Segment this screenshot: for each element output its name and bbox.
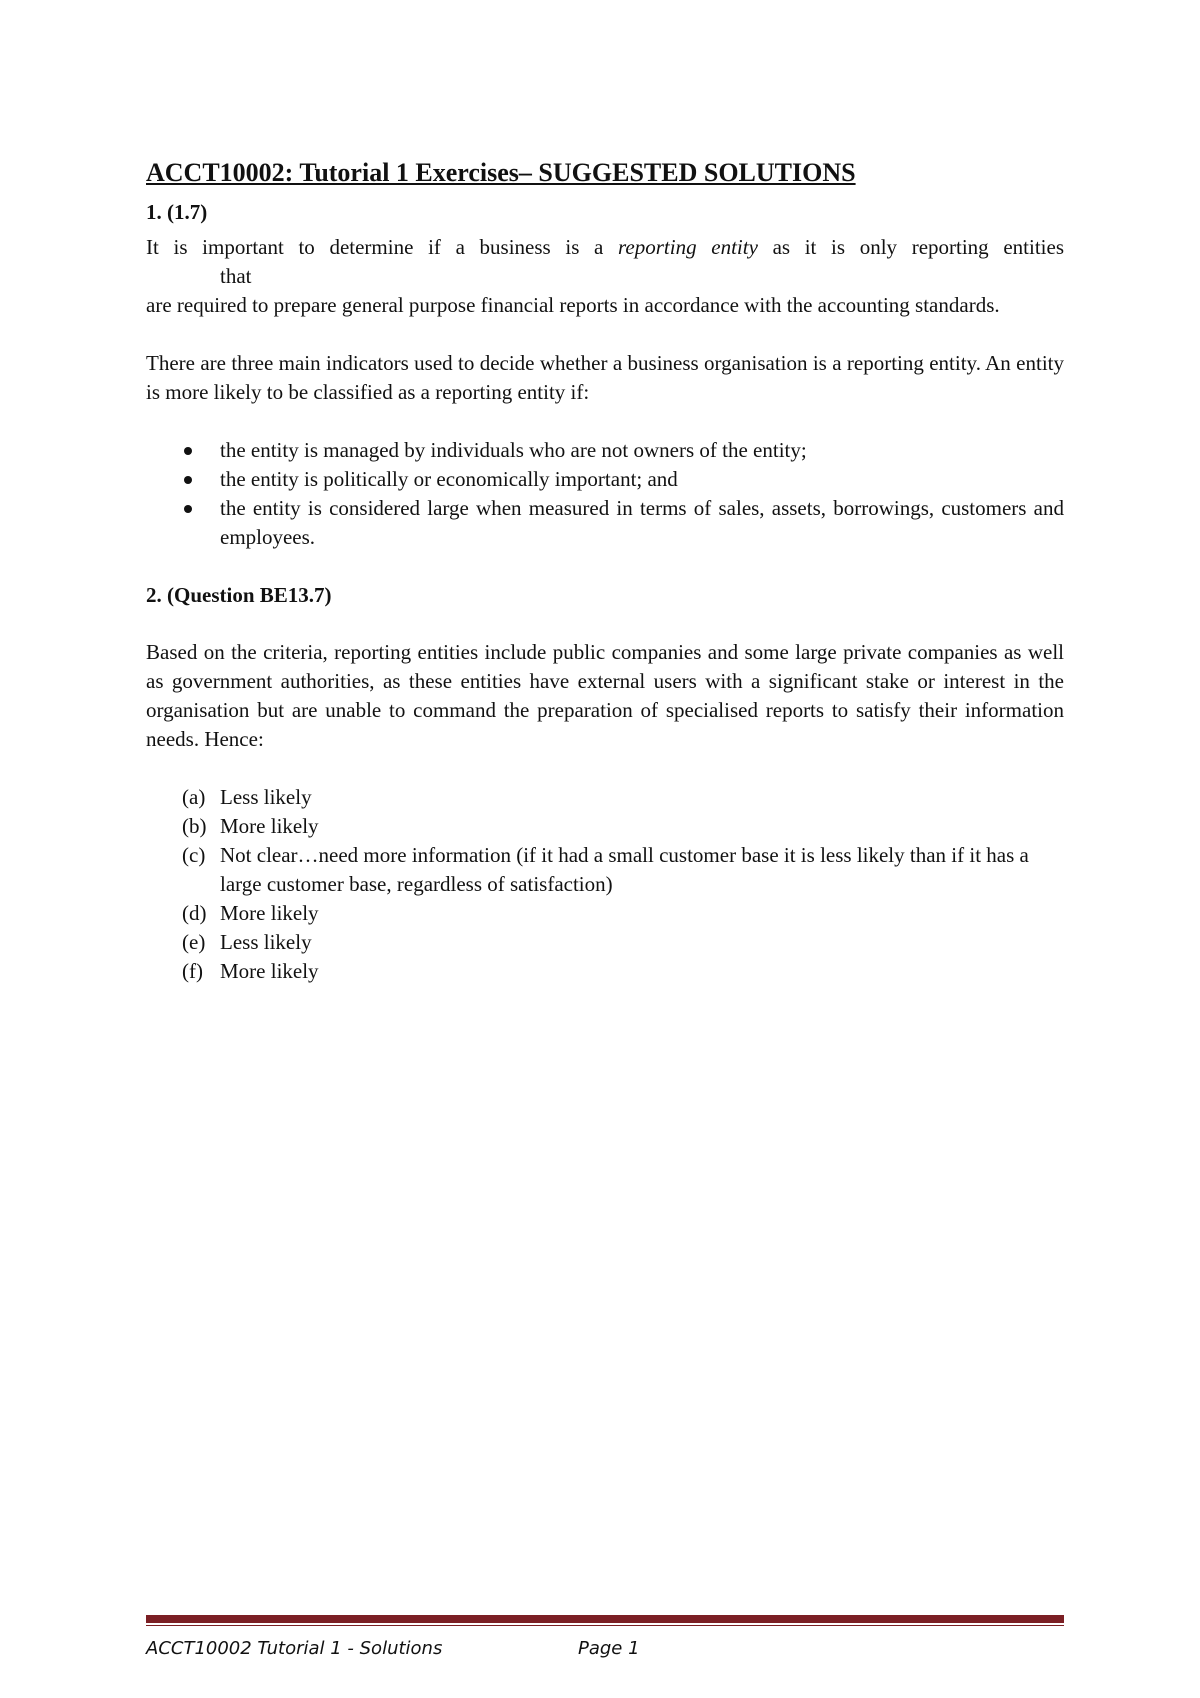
- answer-item: [146, 928, 1064, 957]
- answer-list: [146, 783, 1064, 986]
- question-1-heading: 1. (1.7): [146, 200, 208, 224]
- answer-text: More likely: [220, 814, 319, 838]
- answer-item: [146, 783, 1064, 812]
- answer-text: More likely: [220, 901, 319, 925]
- answer-item: [146, 841, 1064, 899]
- spacer: [146, 407, 1064, 436]
- list-item: [146, 494, 1064, 552]
- question-2-heading: 2. (Question BE13.7): [146, 583, 332, 607]
- list-item-text: the entity is managed by individuals who are not owners of the entity;: [220, 438, 807, 462]
- spacer: [146, 320, 1064, 349]
- indicator-list: [146, 436, 1064, 552]
- list-item: [146, 436, 1064, 465]
- bullet-icon: [184, 476, 192, 484]
- footer-rule-thin: [146, 1625, 1064, 1626]
- list-item-text: the entity is considered large when measured in terms of sales, assets, borrowings, customers and employees.: [220, 496, 1064, 549]
- bullet-icon: [184, 447, 192, 455]
- footer-course-label: ACCT10002 Tutorial 1 - Solutions: [146, 1638, 443, 1659]
- list-item: [146, 465, 1064, 494]
- document-body: [146, 156, 1064, 986]
- bullet-icon: [184, 505, 192, 513]
- answer-marker: (c): [182, 843, 206, 867]
- intro-continuation: are required to prepare general purpose financial reports in accordance with the accounting standards.: [146, 293, 1000, 317]
- document-title: ACCT10002: Tutorial 1 Exercises– SUGGESTED SOLUTIONS: [146, 158, 856, 187]
- intro-emphasis: reporting entity: [618, 235, 758, 259]
- answer-marker: (f): [182, 959, 203, 983]
- footer-page-number: Page 1: [578, 1638, 640, 1659]
- answer-text: Not clear…need more information (if it had a small customer base it is less likely than if it has a large customer base, regardless of satisfaction): [220, 843, 1029, 896]
- answer-text: More likely: [220, 959, 319, 983]
- intro-that: that: [220, 264, 252, 288]
- spacer: [146, 754, 1064, 783]
- answer-item: [146, 812, 1064, 841]
- answer-marker: (b): [182, 814, 207, 838]
- intro-text-part2: as it is only reporting entities: [757, 235, 1064, 259]
- indicators-paragraph: There are three main indicators used to decide whether a business organisation is a reporting entity. An entity is more likely to be classified as a reporting entity if:: [146, 351, 1064, 404]
- intro-text-part1: It is important to determine if a business is a: [146, 235, 619, 259]
- question-1-intro: [146, 233, 1064, 262]
- answer-text: Less likely: [220, 785, 312, 809]
- answer-marker: (a): [182, 785, 206, 809]
- question-2-paragraph: Based on the criteria, reporting entities include public companies and some large private companies as well as government authorities, as these entities have external users with a significant stake or interest in the organisation but are unable to command the preparation of specialised reports to satisfy their information needs. Hence:: [146, 640, 1064, 751]
- spacer: [146, 616, 1064, 638]
- footer-rule: [146, 1615, 1064, 1623]
- answer-item: [146, 957, 1064, 986]
- answer-marker: (d): [182, 901, 207, 925]
- answer-marker: (e): [182, 930, 206, 954]
- answer-text: Less likely: [220, 930, 312, 954]
- list-item-text: the entity is politically or economically important; and: [220, 467, 678, 491]
- answer-item: [146, 899, 1064, 928]
- spacer: [146, 552, 1064, 581]
